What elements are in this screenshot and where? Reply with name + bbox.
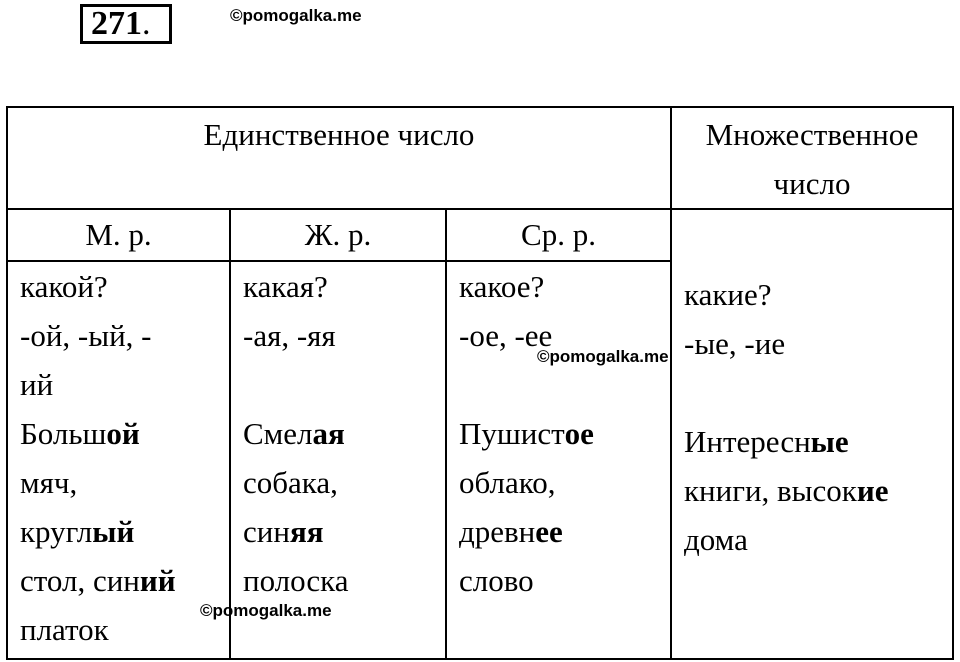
fem-endings: -ая, -яя xyxy=(243,318,336,353)
neut-example-2: древнее xyxy=(459,514,563,549)
header-masculine: М. р. xyxy=(7,209,230,261)
masc-endings-2: ий xyxy=(20,367,54,402)
fem-example-2: синяя xyxy=(243,514,324,549)
plural-example-2: книги, высокие xyxy=(684,473,889,508)
exercise-number-dot: . xyxy=(142,5,151,42)
neut-endings: -ое, -ее xyxy=(459,318,553,353)
masc-example-1-noun: мяч, xyxy=(20,465,78,500)
neut-example-1-noun: облако, xyxy=(459,465,556,500)
watermark-bottom: ©pomogalka.me xyxy=(200,601,332,620)
neut-example-2-noun: слово xyxy=(459,563,534,598)
plural-example-2-noun: дома xyxy=(684,522,748,557)
exercise-number: 271 xyxy=(91,5,142,42)
masc-question: какой? xyxy=(20,269,108,304)
watermark-middle: ©pomogalka.me xyxy=(537,347,669,366)
masc-example-1: Большой xyxy=(20,416,140,451)
masc-endings-1: -ой, -ый, - xyxy=(20,318,152,353)
neut-example-1: Пушистое xyxy=(459,416,594,451)
adjective-endings-table xyxy=(6,106,954,660)
plural-question: какие? xyxy=(684,277,772,312)
cell-masculine xyxy=(7,261,230,659)
cell-plural xyxy=(671,209,953,659)
plural-example-1: Интересные xyxy=(684,424,849,459)
fem-example-2-noun: полоска xyxy=(243,563,349,598)
exercise-number-box xyxy=(80,4,172,44)
header-feminine: Ж. р. xyxy=(230,209,446,261)
neut-question: какое? xyxy=(459,269,545,304)
cell-neuter xyxy=(446,261,671,659)
plural-endings: -ые, -ие xyxy=(684,326,786,361)
masc-example-2: круглый xyxy=(20,514,135,549)
fem-example-1: Смелая xyxy=(243,416,345,451)
watermark-top: ©pomogalka.me xyxy=(230,6,362,25)
fem-example-1-noun: собака, xyxy=(243,465,338,500)
cell-feminine xyxy=(230,261,446,659)
header-neuter: Ср. р. xyxy=(446,209,671,261)
masc-example-2-noun: стол, синий xyxy=(20,563,176,598)
masc-example-2-noun-b: платок xyxy=(20,612,109,647)
fem-question: какая? xyxy=(243,269,328,304)
header-singular: Единственное число xyxy=(7,107,671,209)
header-plural: Множественное число xyxy=(671,107,953,209)
